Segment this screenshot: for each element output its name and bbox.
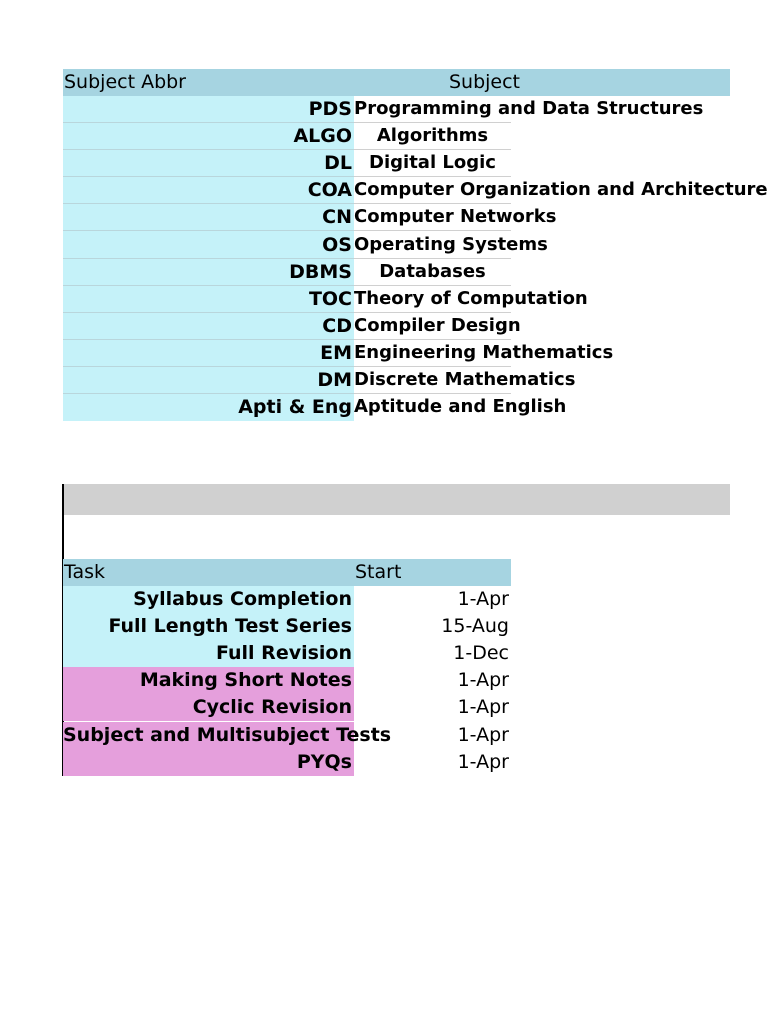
start-date-cell[interactable]: 15-Aug	[441, 615, 509, 637]
task-cell[interactable]: Making Short Notes	[63, 667, 354, 694]
subject-abbr-cell[interactable]: DL	[63, 150, 354, 177]
subject-abbr-cell[interactable]: TOC	[63, 286, 354, 313]
task-cell[interactable]: Cyclic Revision	[63, 694, 354, 721]
subject-name-cell[interactable]: Aptitude and English	[354, 396, 567, 417]
subject-name-cell[interactable]: Computer Organization and Architecture	[354, 177, 511, 204]
header-subject-label: Subject	[448, 71, 520, 93]
start-date-cell[interactable]: 1-Dec	[453, 642, 509, 664]
start-date-cell[interactable]: 1-Apr	[457, 696, 509, 718]
schedule-title-bar	[63, 484, 730, 515]
task-cell[interactable]: Subject and Multisubject Tests	[63, 722, 354, 749]
subject-name-cell[interactable]: Algorithms	[354, 123, 511, 150]
subject-abbr-cell[interactable]: DBMS	[63, 259, 354, 286]
header-subject[interactable]	[354, 69, 520, 96]
subject-abbr-cell[interactable]: COA	[63, 177, 354, 204]
subject-name-cell[interactable]: Programming and Data Structures	[354, 96, 511, 123]
subject-abbr-cell[interactable]: EM	[63, 340, 354, 367]
subject-name-cell[interactable]: Theory of Computation	[354, 286, 511, 313]
header-start[interactable]: Start	[355, 561, 402, 583]
header-subject-abbr[interactable]: Subject Abbr	[64, 71, 186, 93]
start-date-cell[interactable]: 1-Apr	[457, 751, 509, 773]
subject-name-cell[interactable]: Compiler Design	[354, 313, 511, 340]
subject-name-cell[interactable]: Digital Logic	[354, 150, 511, 177]
subject-abbr-cell[interactable]: ALGO	[63, 123, 354, 150]
subject-abbr-cell[interactable]: DM	[63, 367, 354, 394]
start-date-cell[interactable]: 1-Apr	[457, 669, 509, 691]
subject-name-cell[interactable]: Computer Networks	[354, 204, 511, 231]
header-task[interactable]: Task	[64, 561, 106, 583]
subject-name-cell[interactable]: Engineering Mathematics	[354, 340, 511, 367]
task-cell[interactable]: Syllabus Completion	[63, 586, 354, 613]
task-cell[interactable]: Full Revision	[63, 640, 354, 667]
subject-abbr-cell[interactable]: CD	[63, 313, 354, 340]
start-date-cell[interactable]: 1-Apr	[457, 724, 509, 746]
task-cell[interactable]: Full Length Test Series	[63, 613, 354, 640]
task-cell[interactable]: PYQs	[63, 749, 354, 776]
start-date-cell[interactable]: 1-Apr	[457, 588, 509, 610]
subject-abbr-cell[interactable]: CN	[63, 204, 354, 231]
subject-abbr-cell[interactable]: Apti & Eng	[238, 396, 352, 418]
subject-name-cell[interactable]: Databases	[354, 259, 511, 286]
subject-abbr-cell[interactable]: PDS	[63, 96, 354, 123]
subject-name-cell[interactable]: Discrete Mathematics	[354, 367, 511, 394]
subject-name-cell[interactable]: Operating Systems	[354, 232, 511, 259]
subject-abbr-cell[interactable]: OS	[63, 232, 354, 259]
